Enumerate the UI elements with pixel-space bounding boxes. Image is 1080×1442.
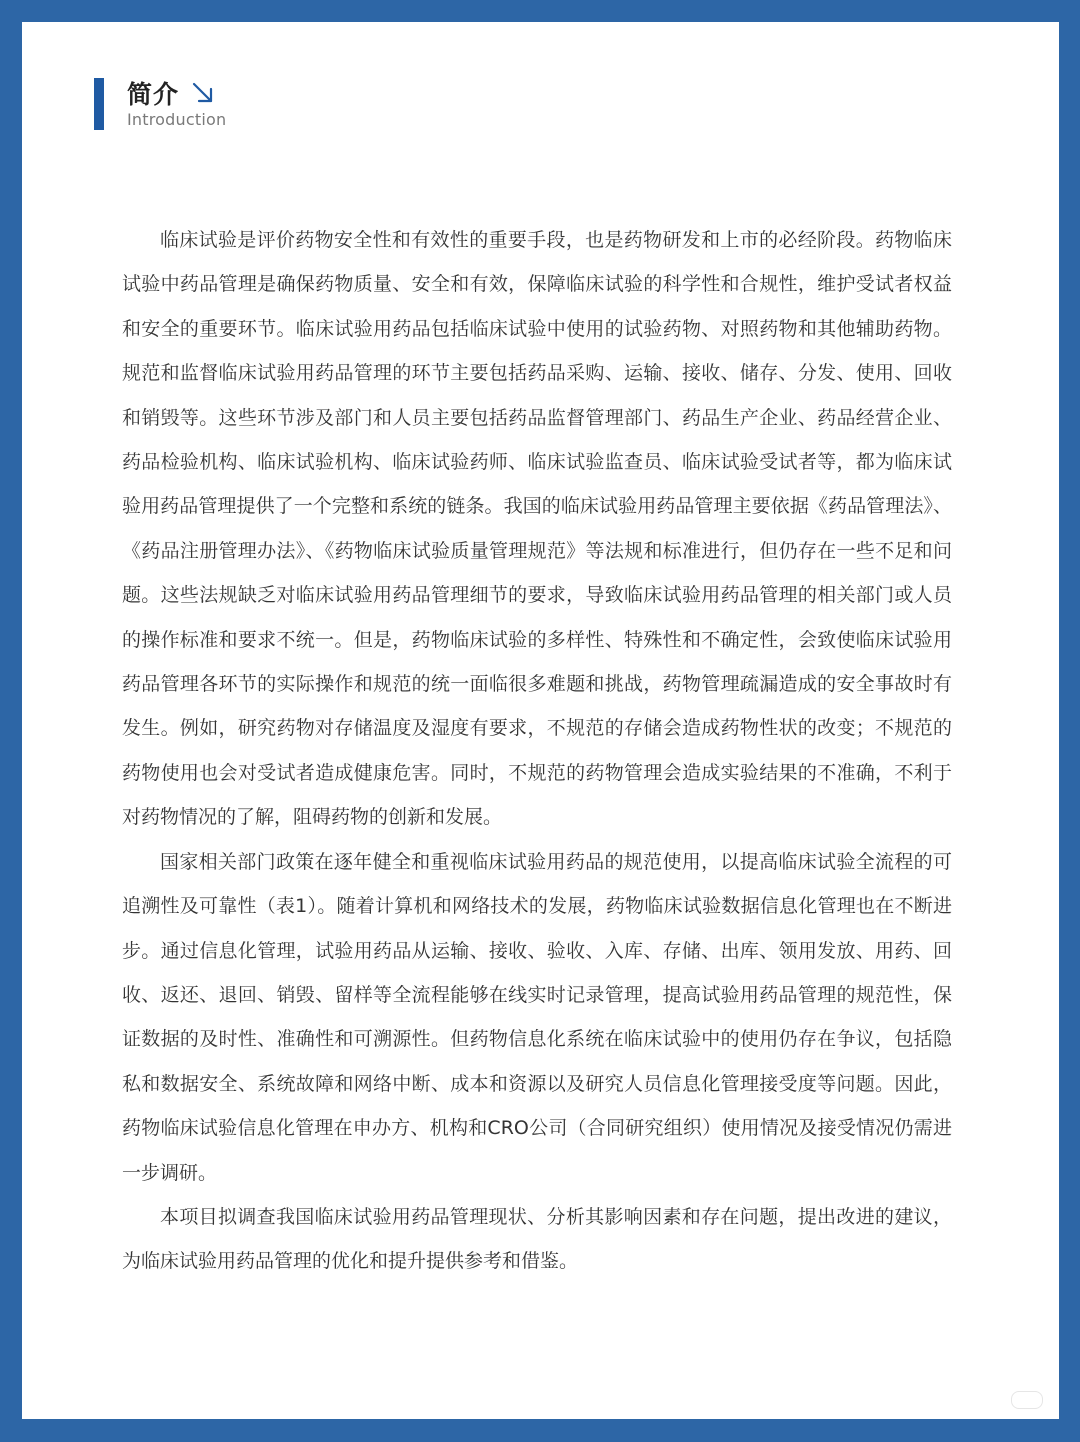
paragraph-3: 本项目拟调查我国临床试验用药品管理现状、分析其影响因素和存在问题，提出改进的建议，为临床试验用药品管理的优化和提升提供参考和借鉴。 [122, 1205, 952, 1273]
section-title: 简介 [127, 80, 180, 109]
paragraph-2: 国家相关部门政策在逐年健全和重视临床试验用药品的规范使用，以提高临床试验全流程的可追溯性及可靠性（表1）。随着计算机和网络技术的发展，药物临床试验数据信息化管理也在不断进步。通过信息化管理，试验用药品从运输、接收、验收、入库、存储、出库、领用发放、用药、回收、返还、退回、销毁、留样等全流程能够在线实时记录管理，提高试验用药品管理的规范性，保证数据的及时性、准确性和可溯源性。但药物信息化系统在临床试验中的使用仍存在争议，包括隐私和数据安全、系统故障和网络中断、成本和资源以及研究人员信息化管理接受度等问题。因此，药物临床试验信息化管理在申办方、机构和CRO公司（合同研究组织）使用情况及接受情况仍需进一步调研。 [122, 850, 952, 1184]
arrow-down-right-icon [190, 80, 216, 106]
document-page [22, 22, 1059, 1419]
header-accent-bar [94, 78, 104, 130]
watermark-mark [1011, 1391, 1043, 1409]
section-subtitle: Introduction [127, 110, 227, 129]
body-text [122, 218, 952, 1284]
paragraph-1: 临床试验是评价药物安全性和有效性的重要手段，也是药物研发和上市的必经阶段。药物临床试验中药品管理是确保药物质量、安全和有效，保障临床试验的科学性和合规性，维护受试者权益和安全的重要环节。临床试验用药品包括临床试验中使用的试验药物、对照药物和其他辅助药物。规范和监督临床试验用药品管理的环节主要包括药品采购、运输、接收、储存、分发、使用、回收和销毁等。这些环节涉及部门和人员主要包括药品监督管理部门、药品生产企业、药品经营企业、药品检验机构、临床试验机构、临床试验药师、临床试验监查员、临床试验受试者等，都为临床试验用药品管理提供了一个完整和系统的链条。我国的临床试验用药品管理主要依据《药品管理法》、《药品注册管理办法》、《药物临床试验质量管理规范》等法规和标准进行，但仍存在一些不足和问题。这些法规缺乏对临床试验用药品管理细节的要求，导致临床试验用药品管理的相关部门或人员的操作标准和要求不统一。但是，药物临床试验的多样性、特殊性和不确定性，会致使临床试验用药品管理各环节的实际操作和规范的统一面临很多难题和挑战，药物管理疏漏造成的安全事故时有发生。例如，研究药物对存储温度及湿度有要求，不规范的存储会造成药物性状的改变；不规范的药物使用也会对受试者造成健康危害。同时，不规范的药物管理会造成实验结果的不准确，不利于对药物情况的了解，阻碍药物的创新和发展。 [122, 229, 952, 829]
